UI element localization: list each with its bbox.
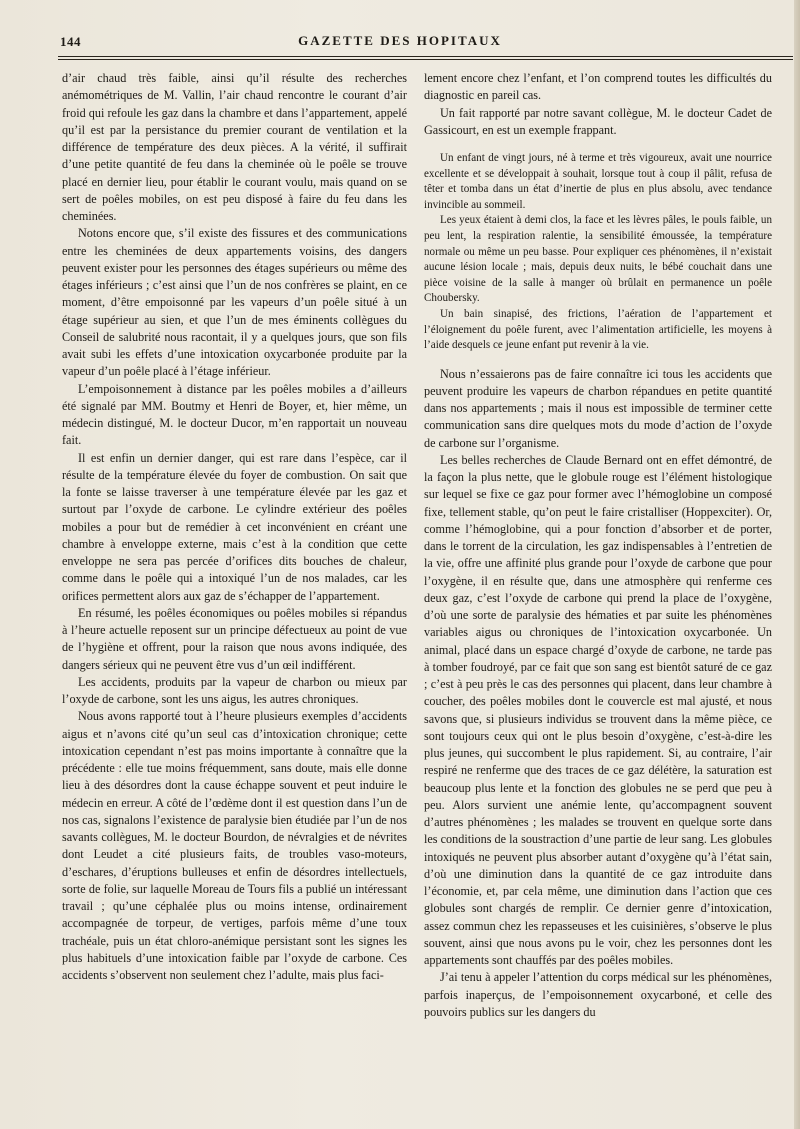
left-column (62, 70, 407, 984)
case-report-paragraph: Les yeux étaient à demi clos, la face et les lèvres pâles, le pouls faible, un peu lent, la respiration ralentie, la sensibilité émoussée, la température normale ou même un peu basse. Pour expliquer ces phénomènes, il n’existait aucune lésion locale ; mais, depuis deux nuits, le bébé couchait dans une pièce voisine de la salle à manger où brûlait en permanence un poêle Choubersky. (424, 214, 772, 305)
paragraph: L’empoisonnement à distance par les poêles mobiles a d’ailleurs été signalé par MM. Boutmy et Henri de Boyer, et, hier même, un médecin distingué, M. le docteur Ducor, m’en rapportait un nouveau fait. (62, 381, 407, 448)
paragraph: Nous n’essaierons pas de faire connaître ici tous les accidents que peuvent produire les vapeurs de charbon répandues en petite quantité dans nos appartements ; mais il nous est impossible de terminer cette communication sans dire quelques mots du mode d’action de l’oxyde de carbone sur l’organisme. (424, 366, 772, 450)
paragraph: J’ai tenu à appeler l’attention du corps médical sur les phénomènes, parfois inaperçus, de l’empoisonnement oxycarboné, et celle des pouvoirs publics sur les dangers du (424, 970, 772, 1019)
page-edge-shadow (794, 0, 800, 1129)
paragraph: En résumé, les poêles économiques ou poêles mobiles si répandus à l’heure actuelle reposent sur un principe défectueux au point de vue de l’hygiène et offrent, pour la raison que nous avons indiquée, des dangers sérieux qui ne peuvent être vus d’un œil indifférent. (62, 605, 407, 672)
paragraph: lement encore chez l’enfant, et l’on comprend toutes les difficultés du diagnostic en pareil cas. (424, 71, 772, 103)
paragraph: Il est enfin un dernier danger, qui est rare dans l’espèce, car il résulte de la température élevée du foyer de combustion. On sait que la fonte se laisse traverser à une température élevée par les gaz et surtout par l’oxyde de carbone. Le cylindre extérieur des poêles mobiles a pour but de remédier à cet inconvénient en créant une chambre à enveloppe externe, mais c’est à la condition que cette enveloppe ne sera pas percée d’orifices dits bouches de chaleur, comme dans le poêle qui a intoxiqué l’un de nos malades, car les orifices permettent alors aux gaz de s’échapper de l’appartement. (62, 450, 407, 603)
paragraph: Les accidents, produits par la vapeur de charbon ou mieux par l’oxyde de carbone, sont les uns aigus, les autres chroniques. (62, 674, 407, 706)
paragraph: Notons encore que, s’il existe des fissures et des communications entre les cheminées de deux appartements voisins, des dangers peuvent exister pour les personnes des étages supérieurs ou même des étages inférieurs ; c’est ainsi que l’un de nos confrères se plaint, en ce moment, d’être empoisonné par les vapeurs d’un poêle situé à un étage supérieur au sien, et que l’un de mes éminents collègues du Conseil de salubrité nous racontait, il y a quelques jours, que son fils avait subi les effets d’une intoxication oxycarbonée produite par la vapeur d’un poêle placé à l’étage inférieur. (62, 226, 407, 379)
paragraph: Les belles recherches de Claude Bernard ont en effet démontré, de la façon la plus nette, que le globule rouge est l’élément histologique sur lequel se fixe ce gaz pour former avec l’hémoglobine un composé fixe, tellement stable, qu’on peut le faire cristalliser (Hoppexciter). Or, comme l’hémoglobine, qui a pour fonction d’absorber et de porter, dans le torrent de la circulation, les gaz indispensables à l’entretien de la vie, offre une affinité plus grande pour l’oxyde de carbone que pour l’oxygène, il en résulte que, dans une atmosphère qui renferme ces deux gaz, c’est l’oxyde de carbone qui prend la place de l’oxygène, d’où une sorte de paralysie des hématies et par suite les phénomènes variables aigus ou chroniques de l’intoxication oxycarbonée. Un animal, placé dans un espace chargé d’oxyde de carbone, ne tarde pas à tomber foudroyé, par ce fait que son sang est bientôt saturé de ce gaz ; c’est à peu près le cas des personnes qui placent, dans leur chambre à coucher, des poêles mobiles dont le couvercle est mal ajusté, et nous savons que, si plusieurs individus se trouvent dans la même pièce, ce sont toujours ceux qui ont le plus besoin d’oxygène, c’est-à-dire les plus jeunes, qui succombent le plus rapidement. Si, au contraire, l’air respiré ne renferme que des traces de ce gaz délétère, la saturation est beaucoup plus lente et la fonction des globules ne se perd que peu à peu. Alors survient une anémie lente, qu’accompagnent souvent d’autres phénomènes ; les malades se trouvent en quelque sorte dans les conditions de la soustraction d’une partie de leur sang. Les globules intoxiqués ne peuvent plus absorber autant d’oxygène qu’à l’état sain, d’où une diminution dans la quantité de ce gaz introduite dans l’économie, et, par cela même, une diminution dans l’action que ces globules sont chargés de remplir. Ce dernier genre d’intoxication, assez commun chez les repasseuses et les cuisinières, s’observe le plus souvent, ainsi que nous avons pu le voir, chez les personnes dont les appartements sont chauffés par des poêles mobiles. (424, 452, 772, 968)
case-report-paragraph: Un enfant de vingt jours, né à terme et très vigoureux, avait une nourrice excellente et se développait à souhait, lorsque tout à coup il pâlit, refusa de têter et tomba dans un état d’inertie de plus en plus absolu, avec tendance invincible au sommeil. (424, 152, 772, 211)
paragraph: Un fait rapporté par notre savant collègue, M. le docteur Cadet de Gassicourt, en est un exemple frappant. (424, 105, 772, 137)
right-column (424, 70, 772, 1021)
case-report-paragraph: Un bain sinapisé, des frictions, l’aération de l’appartement et l’éloignement du poêle furent, avec l’alimentation artificielle, les moyens à l’aide desquels ce jeune enfant put revenir à la vie. (424, 307, 772, 352)
header-rule-double (58, 59, 793, 60)
running-title: GAZETTE DES HOPITAUX (298, 33, 502, 48)
page-number: 144 (60, 34, 81, 49)
paragraph: d’air chaud très faible, ainsi qu’il résulte des recherches anémométriques de M. Vallin, l’air chaud rencontre le courant d’air froid qui refoule les gaz dans la chambre et dans l’appartement, appelé qu’il est par la persistance du premier courant de ventilation et la différence de température des deux pièces. A la vérité, il suffirait d’une petite quantité de feu dans la cheminée où le poêle se trouve placé en dernier lieu, pour établir le courant voulu, mais quand on se sert de poêles mobiles, on est peu disposé à faire du feu dans les cheminées. (62, 71, 407, 223)
header-rule (58, 56, 793, 57)
paragraph: Nous avons rapporté tout à l’heure plusieurs exemples d’accidents aigus et n’avons cité qu’un seul cas d’intoxication chronique; cette intoxication cependant n’est pas moins importante à connaître que la précédente : elle tue moins fréquemment, sans doute, mais elle donne lieu à des désordres dont la cause échappe souvent et peut induire le médecin en erreur. A côté de l’œdème dont il est question dans l’un de nos cas, signalons l’existence de paralysie bien étudiée par l’un de nos savants collègues, M. le docteur Bourdon, de névralgies et de névrites dont Leudet a cité plusieurs faits, de troubles vaso-moteurs, d’eschares, d’éruptions bulleuses et enfin de désordres intellectuels, sorte de folie, sur laquelle Moreau de Tours fils a publié un intéressant travail ; qu’une céphalée plus ou moins intense, ordinairement accompagnée de torpeur, de vertiges, parfois même d’une toux trachéale, puis un état chloro-anémique persistant sont les signes les plus habituels d’une intoxication faible par l’oxyde de carbone. Ces accidents s’observent non seulement chez l’adulte, mais plus faci- (62, 709, 407, 982)
